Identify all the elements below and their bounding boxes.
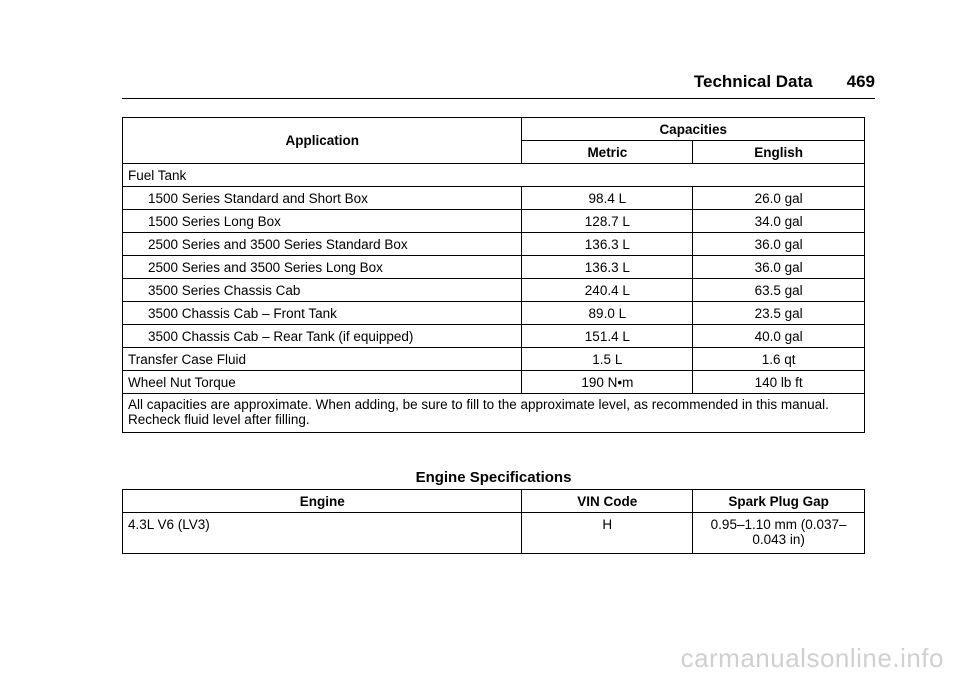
row-label: 2500 Series and 3500 Series Long Box (123, 256, 522, 279)
col-header-spark-plug-gap: Spark Plug Gap (693, 490, 865, 513)
row-metric: 98.4 L (522, 187, 693, 210)
table-row (123, 394, 865, 433)
table-row (123, 325, 865, 348)
spark-plug-gap-line2: 0.043 in) (752, 532, 805, 547)
col-header-vin-code: VIN Code (522, 490, 693, 513)
engine-name: 4.3L V6 (LV3) (123, 513, 522, 554)
page-title: Technical Data (693, 72, 813, 91)
row-english: 23.5 gal (693, 302, 865, 325)
row-metric: 128.7 L (522, 210, 693, 233)
row-english: 36.0 gal (693, 256, 865, 279)
table-row (123, 279, 865, 302)
row-label: 1500 Series Standard and Short Box (123, 187, 522, 210)
col-header-english: English (693, 141, 865, 164)
spark-plug-gap-line1: 0.95–1.10 mm (0.037– (710, 517, 847, 532)
table-row (123, 513, 865, 554)
row-metric: 89.0 L (522, 302, 693, 325)
row-label: 3500 Series Chassis Cab (123, 279, 522, 302)
capacities-table (122, 117, 865, 433)
table-row (123, 233, 865, 256)
row-english: 26.0 gal (693, 187, 865, 210)
table-row (123, 187, 865, 210)
row-metric: 136.3 L (522, 256, 693, 279)
engine-specs-table (122, 489, 865, 554)
vin-code: H (522, 513, 693, 554)
fuel-tank-label: Fuel Tank (123, 164, 865, 187)
table-row (123, 371, 865, 394)
col-header-application: Application (123, 118, 522, 164)
row-label: Transfer Case Fluid (123, 348, 522, 371)
row-metric: 1.5 L (522, 348, 693, 371)
row-label: 1500 Series Long Box (123, 210, 522, 233)
spark-plug-gap (693, 513, 865, 554)
table-row (123, 256, 865, 279)
table-row (123, 302, 865, 325)
page-header (122, 72, 875, 99)
engine-specs-title: Engine Specifications (415, 469, 572, 486)
row-english: 34.0 gal (693, 210, 865, 233)
row-english: 140 lb ft (693, 371, 865, 394)
row-label: 3500 Chassis Cab – Rear Tank (if equipped) (123, 325, 522, 348)
capacities-note: All capacities are approximate. When adding, be sure to fill to the approximate level, as recommended in this manual. Recheck fluid level after filling. (123, 394, 865, 433)
table-row (123, 348, 865, 371)
row-label: 2500 Series and 3500 Series Standard Box (123, 233, 522, 256)
col-header-metric: Metric (522, 141, 693, 164)
row-label: Wheel Nut Torque (123, 371, 522, 394)
table-row (123, 164, 865, 187)
row-english: 63.5 gal (693, 279, 865, 302)
col-header-engine: Engine (123, 490, 522, 513)
row-metric: 190 N•m (522, 371, 693, 394)
table-row (123, 210, 865, 233)
row-english: 1.6 qt (693, 348, 865, 371)
row-label: 3500 Chassis Cab – Front Tank (123, 302, 522, 325)
col-header-capacities: Capacities (522, 118, 865, 141)
row-metric: 240.4 L (522, 279, 693, 302)
page-number: 469 (846, 72, 875, 91)
row-english: 40.0 gal (693, 325, 865, 348)
row-english: 36.0 gal (693, 233, 865, 256)
watermark: carmanualsonline.info (680, 643, 944, 673)
row-metric: 151.4 L (522, 325, 693, 348)
row-metric: 136.3 L (522, 233, 693, 256)
